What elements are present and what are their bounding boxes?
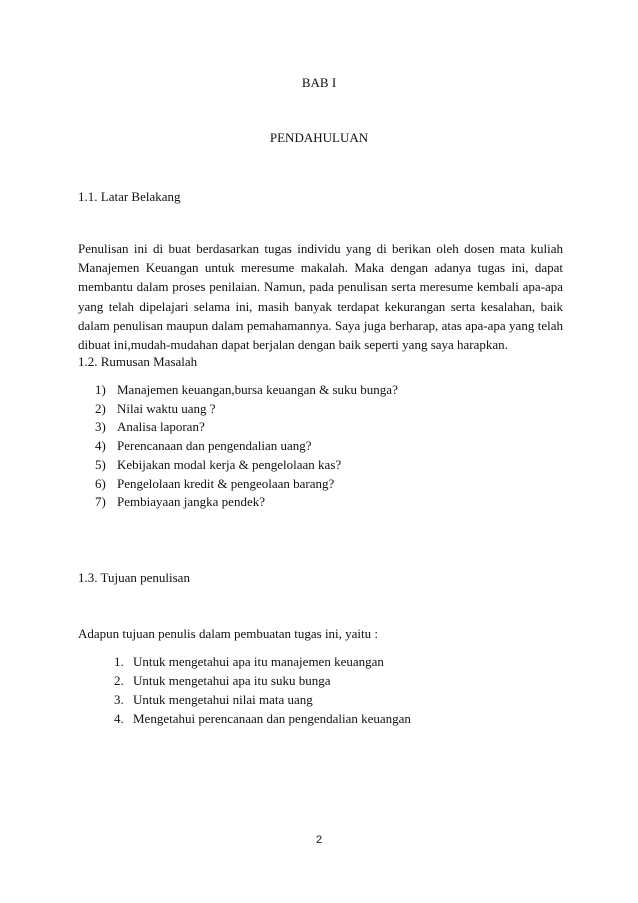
list-item (95, 456, 398, 475)
paragraph-line: membantu dalam proses penilaian. Namun, pada penulisan serta meresume kembali apa-apa (78, 279, 563, 295)
list-item (114, 709, 411, 728)
paragraph-line: yang telah dipelajari selama ini, masih banyak terdapat kekurangan serta kesalahan, baik (78, 298, 563, 314)
page-number: 2 (315, 834, 323, 846)
list-item (95, 418, 398, 437)
problem-list (95, 381, 398, 512)
list-text: Untuk mengetahui apa itu manajemen keuangan (133, 654, 384, 669)
list-text: Pembiayaan jangka pendek? (117, 494, 265, 510)
list-text: Perencanaan dan pengendalian uang? (117, 438, 312, 454)
list-text: Untuk mengetahui nilai mata uang (133, 692, 313, 707)
list-item (114, 690, 411, 709)
paragraph-line: Manajemen Keuangan untuk meresume makalah. Maka dengan adanya tugas ini, dapat (78, 260, 563, 276)
list-number: 3) (95, 419, 106, 435)
list-item (114, 652, 411, 671)
list-item (114, 671, 411, 690)
list-number: 7) (95, 494, 106, 510)
list-number: 1. (114, 654, 124, 669)
paragraph-line: dibuat ini,mudah-mudahan dapat berjalan dengan baik seperti yang saya harapkan. (78, 337, 508, 353)
list-number: 5) (95, 456, 106, 472)
list-text: Untuk mengetahui apa itu suku bunga (133, 673, 331, 688)
list-item (95, 437, 398, 456)
list-text: Kebijakan modal kerja & pengelolaan kas? (117, 456, 342, 472)
list-number: 3. (114, 692, 124, 707)
list-number: 4) (95, 438, 106, 454)
section-heading-problems: 1.2. Rumusan Masalah (78, 354, 198, 369)
paragraph-line: Penulisan ini di buat berdasarkan tugas individu yang di berikan oleh dosen mata kuliah (78, 241, 563, 256)
goals-intro: Adapun tujuan penulis dalam pembuatan tugas ini, yaitu : (78, 626, 379, 641)
list-text: Analisa laporan? (117, 419, 205, 435)
section-heading-background: 1.1. Latar Belakang (78, 189, 181, 204)
list-item (95, 381, 398, 400)
chapter-label: BAB I (301, 75, 337, 90)
section-heading-goals: 1.3. Tujuan penulisan (78, 570, 190, 585)
goal-list (114, 652, 411, 728)
list-number: 4. (114, 711, 124, 726)
list-text: Nilai waktu uang ? (117, 400, 216, 416)
list-number: 2. (114, 673, 124, 688)
list-item (95, 400, 398, 419)
list-text: Mengetahui perencanaan dan pengendalian keuangan (133, 711, 411, 726)
chapter-title: PENDAHULUAN (269, 130, 369, 145)
list-text: Manajemen keuangan,bursa keuangan & suku bunga? (117, 382, 398, 397)
list-number: 6) (95, 475, 106, 491)
list-number: 1) (95, 382, 106, 397)
list-number: 2) (95, 400, 106, 416)
background-paragraph (78, 239, 563, 354)
list-text: Pengelolaan kredit & pengeolaan barang? (117, 475, 335, 491)
list-item (95, 475, 398, 494)
list-item (95, 493, 398, 512)
paragraph-line: dalam penulisan maupun dalam pemahamannya. Saya juga berharap, atas apa-apa yang telah (78, 317, 563, 333)
